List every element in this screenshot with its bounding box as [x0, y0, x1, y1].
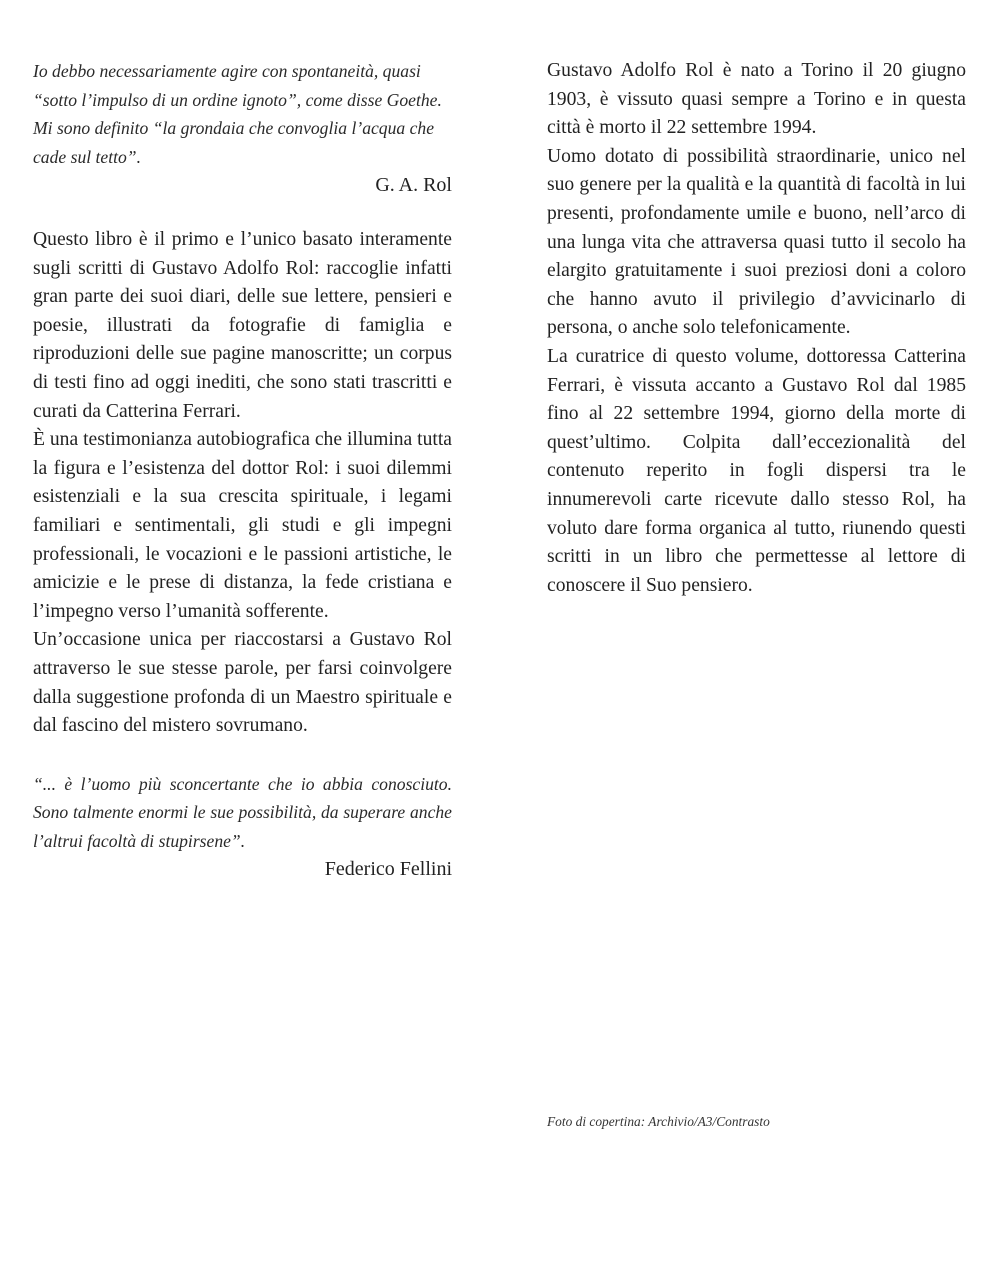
bio-paragraph: Gustavo Adolfo Rol è nato a Torino il 20 giugno 1903, è vissuto quasi sempre a Torino e in questa città è morto il 22 settembre 1994.: [547, 60, 966, 139]
occasion-paragraph: Un’occasione unica per riaccostarsi a Gustavo Rol attraverso le sue stesse parole, per farsi coinvolgere dalla suggestione profonda di un Maestro spirituale e dal fascino del mistero sovrumano.: [33, 629, 452, 737]
gifts-paragraph: Uomo dotato di possibilità straordinarie, unico nel suo genere per la qualità e la quantità di facoltà in lui presenti, profondamente umile e buono, nell’arco di una lunga vita che attraversa quasi tutto il secolo ha elargito gratuitamente i suoi preziosi doni a coloro che hanno avuto il privilegio d’avvicinarlo di persona, o anche solo telefonicamente.: [547, 145, 966, 339]
rol-quote-author: G. A. Rol: [375, 174, 452, 196]
fellini-quote-author: Federico Fellini: [324, 858, 452, 881]
rol-quote-line: cade sul tetto”.: [33, 146, 141, 167]
testimony-paragraph: È una testimonianza autobiografica che illumina tutta la figura e l’esistenza del dottor Rol: i suoi dilemmi esistenziali e la sua crescita spirituale, i legami familiari e sentimentali, gli studi e gli impegni professionali, le vocazioni e le passioni artistiche, le amicizie e le prese di distanza, la fede cristiana e l’impegno verso l’umanità sofferente.: [33, 429, 452, 622]
photo-credit: Foto di copertina: Archivio/A3/Contrasto: [547, 1114, 770, 1129]
rol-quote-line: Mi sono definito “la grondaia che convoglia l’acqua che: [33, 118, 435, 138]
intro-paragraph: Questo libro è il primo e l’unico basato interamente sugli scritti di Gustavo Adolfo Rol: raccoglie infatti gran parte dei suoi diari, delle sue lettere, pensieri e poesie, illustrati da fotografie di famiglia e riproduzioni delle sue pagine manoscritte; un corpus di testi fino ad oggi inediti, che sono stati trascritti e curati da Catterina Ferrari.: [33, 229, 452, 422]
left-column: [33, 57, 452, 884]
right-column: [547, 57, 966, 600]
editor-paragraph: La curatrice di questo volume, dottoressa Catterina Ferrari, è vissuta accanto a Gustavo Rol dal 1985 fino al 22 settembre 1994, giorno della morte di quest’ultimo. Colpita dall’eccezionalità del contenuto reperito in fogli dispersi tra le innumerevoli carte ricevute dallo stesso Rol, ha voluto dare forma organica al tutto, riunendo questi scritti in un libro che permettesse al lettore di conoscere il Suo pensiero.: [547, 345, 966, 596]
rol-quote-line: Io debbo necessariamente agire con spontaneità, quasi: [33, 61, 421, 81]
fellini-quote: “... è l’uomo più sconcertante che io abbia conosciuto. Sono talmente enormi le sue possibilità, da superare anche l’altrui facoltà di stupirsene”.: [33, 773, 452, 851]
rol-quote: [33, 57, 452, 171]
rol-quote-line: “sotto l’impulso di un ordine ignoto”, come disse Goethe.: [33, 89, 442, 110]
